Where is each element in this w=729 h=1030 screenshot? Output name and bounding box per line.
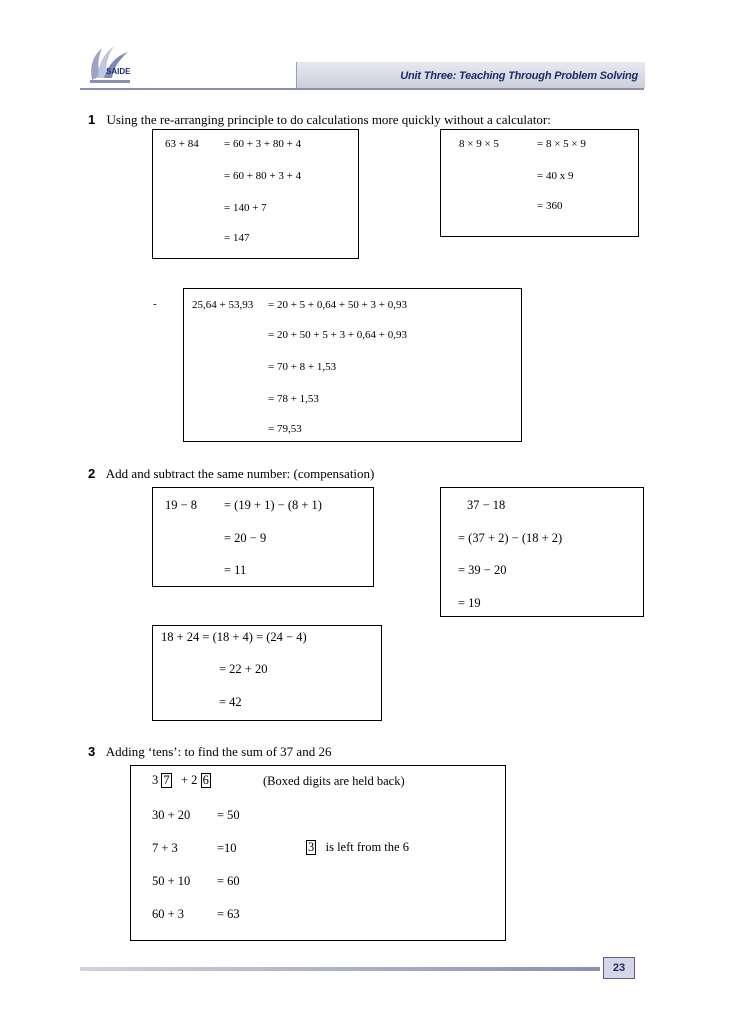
expression: 8 × 9 × 5 [459, 138, 499, 150]
step-line: = 42 [219, 695, 242, 709]
row-left: 60 + 3 [152, 907, 185, 921]
saide-logo [84, 40, 136, 90]
compensation-box-18-24 [152, 625, 382, 721]
boxed-digits-note: (Boxed digits are held back) [263, 774, 405, 788]
step-line: = (19 + 1) − (8 + 1) [224, 498, 322, 512]
section-1-heading [88, 112, 551, 128]
section-title: Using the re-arranging principle to do calculations more quickly without a calculator: [106, 112, 551, 127]
section-number: 1 [88, 112, 96, 127]
row-right: = 63 [217, 907, 240, 921]
logo-text: SAIDE [106, 67, 131, 76]
plus-tens: + 2 [181, 773, 198, 787]
step-line: = 140 + 7 [224, 202, 267, 214]
expression: 18 + 24 = (18 + 4) = (24 − 4) [161, 630, 307, 644]
expression: 63 + 84 [165, 138, 199, 150]
section-number: 2 [88, 466, 96, 481]
leftover-digit: 3 [308, 840, 315, 854]
adding-tens-box [130, 765, 506, 941]
section-3-heading [88, 744, 331, 760]
footer-rule [80, 967, 600, 971]
section-number: 3 [88, 744, 96, 759]
row-left: 30 + 20 [152, 808, 191, 822]
leftover-text: is left from the 6 [325, 840, 409, 854]
held-back-digit-7: 7 [163, 773, 170, 787]
calc-box-decimals [183, 288, 522, 442]
section-title: Adding ‘tens’: to find the sum of 37 and 26 [105, 744, 332, 759]
leftover-note [306, 840, 409, 855]
step-line: = 60 + 80 + 3 + 4 [224, 170, 302, 182]
step-line: = 360 [537, 200, 563, 212]
held-back-digit-6: 6 [202, 773, 209, 787]
running-header-title: Unit Three: Teaching Through Problem Solving [400, 70, 638, 82]
section-2-heading [88, 466, 374, 482]
compensation-box-37-18 [440, 487, 644, 617]
expression: 37 − 18 [467, 498, 506, 512]
step-line: = (37 + 2) − (18 + 2) [458, 531, 563, 545]
step-line: = 60 + 3 + 80 + 4 [224, 138, 302, 150]
section-title: Add and subtract the same number: (compensation) [105, 466, 375, 481]
row-right: = 60 [217, 874, 240, 888]
row-left: 50 + 10 [152, 874, 191, 888]
sum-expression [152, 773, 211, 788]
step-line: = 11 [224, 563, 247, 577]
list-dash: - [153, 298, 157, 310]
step-line: = 78 + 1,53 [268, 393, 319, 405]
calc-box-8-9-5 [440, 129, 639, 237]
header-rule [80, 88, 644, 90]
expression: 25,64 + 53,93 [192, 299, 254, 311]
step-line: = 147 [224, 232, 250, 244]
tens-digit: 3 [152, 773, 159, 787]
expression: 19 − 8 [165, 498, 198, 512]
page-number: 23 [603, 957, 635, 979]
row-left: 7 + 3 [152, 841, 178, 855]
step-line: = 8 × 5 × 9 [537, 138, 586, 150]
step-line: = 79,53 [268, 423, 302, 435]
step-line: = 20 + 5 + 0,64 + 50 + 3 + 0,93 [268, 299, 407, 311]
row-right: =10 [217, 841, 237, 855]
row-right: = 50 [217, 808, 240, 822]
step-line: = 39 − 20 [458, 563, 507, 577]
step-line: = 22 + 20 [219, 662, 268, 676]
calc-box-63-84 [152, 129, 359, 259]
step-line: = 70 + 8 + 1,53 [268, 361, 337, 373]
step-line: = 20 + 50 + 5 + 3 + 0,64 + 0,93 [268, 329, 407, 341]
step-line: = 40 x 9 [537, 170, 574, 182]
compensation-box-19-8 [152, 487, 374, 587]
step-line: = 20 − 9 [224, 531, 267, 545]
step-line: = 19 [458, 596, 481, 610]
